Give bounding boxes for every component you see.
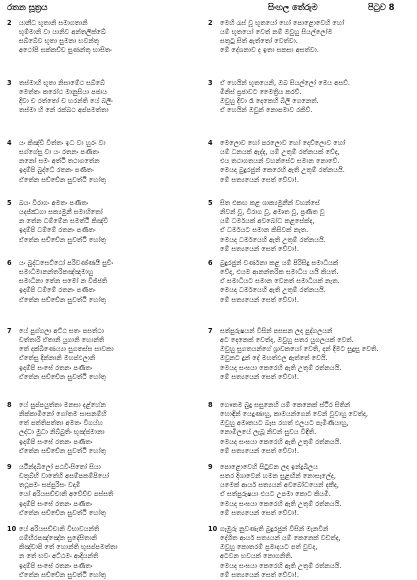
- pali-verse-line: [7, 327, 200, 336]
- sinhala-verse-line: [208, 481, 414, 490]
- verse-text: අථෝපි සක්කච්ච සුණන්තු භාසිතං: [19, 46, 112, 55]
- verse-number: 10: [7, 525, 17, 533]
- verse-text: ඒතේන සච්චේන සුවත්ථි හෝතු: [19, 295, 106, 304]
- sinhala-verse-line: [208, 543, 414, 552]
- sinhala-verse-5: [208, 199, 414, 254]
- sinhala-verse-line: [208, 296, 414, 305]
- pali-verse-9: [7, 463, 200, 518]
- verse-text: දිවා ච රත්තෝ ච හරන්ති යේ බලිං: [19, 97, 113, 106]
- sinhala-verse-line: [208, 438, 414, 447]
- verse-number: 8: [208, 401, 213, 409]
- pali-verse-line: [7, 157, 200, 166]
- verse-text: ඒ ධර්මයට සමාන කිසිවක් නැත.: [220, 226, 309, 235]
- verse-text: මේ සත්‍යයෙන් සෙත් වේවා!.: [220, 508, 299, 517]
- pali-verse-line: [7, 259, 200, 268]
- sinhala-verse-line: [208, 410, 414, 419]
- verse-text: සිත එකඟ කළ ශාක්‍යමුනීන් වහන්සේ: [220, 199, 320, 207]
- verse-text: මේ සත්‍යයෙන් සෙත් වේවා!.: [220, 295, 299, 304]
- verse-text: යම් ධර්මයක් අවබෝධ කළසේක්ද,: [220, 217, 315, 226]
- pali-verse-6: [7, 259, 200, 305]
- verse-number: 9: [208, 463, 213, 471]
- verse-text: හොඳින් යෙදුණාහු, කාමයන්ගෙන් වෙන් වූවාහු වෙත්ද,: [220, 410, 369, 419]
- verse-text: න තේන ධම්මේන සමත්ථි කිඤ්චි: [19, 217, 109, 226]
- pali-verse-line: [7, 79, 200, 88]
- verse-text: තේ පත්තිපත්තා අමතං විගය්හ: [19, 419, 103, 428]
- verse-text: අට දෙනෙක් වෙත්ද, ඔවුහු සතර යුගලයක් වෙත්.: [220, 336, 354, 345]
- pali-verse-line: [7, 268, 200, 277]
- verse-text: මෙලොව හෝ පරලොව හෝ දෙව්ලොව හෝ: [220, 139, 346, 147]
- pali-verse-2: [7, 19, 200, 56]
- pali-verse-line: [7, 46, 200, 55]
- verse-text: චතුබ්භි වාතේහි අසම්පකම්පියෝ: [19, 472, 110, 481]
- sinhala-verse-line: [208, 472, 414, 481]
- verse-text: තථූපමං සප්පුරිසං වදාමි: [19, 481, 81, 490]
- pali-verse-line: [7, 401, 200, 410]
- verse-text: ඔවුහු කොතරම් ප්‍රමාදයට පත් වුවද,: [220, 543, 318, 552]
- verse-number: 3: [7, 79, 12, 87]
- verse-text: ඒතේන සච්චේන සුවත්ථි හෝතු: [19, 570, 106, 579]
- pali-verse-line: [7, 88, 200, 97]
- verse-text: යේ අරියසච්චානි විභාවයන්ති: [19, 525, 100, 533]
- pali-verse-line: [7, 345, 200, 354]
- verse-text: ඉදම්පි ධම්මේ රතනං පණීතං: [19, 226, 96, 235]
- pali-verse-line: [7, 139, 200, 148]
- verse-text: යථින්දඛීලෝ පඨවිංසිතෝ සියා: [19, 463, 101, 471]
- pali-verse-line: [7, 226, 200, 235]
- verse-text: යේ පුග්ගලා අට්ඨ සතං පසත්ථා: [19, 327, 104, 335]
- verse-text: යේ සුප්පයුත්තා මනසා දළ්හේන: [19, 401, 106, 409]
- pali-verse-line: [7, 217, 200, 226]
- verse-number: 7: [208, 327, 213, 335]
- sinhala-verse-line: [208, 447, 414, 456]
- verse-text: ඔවුනට දුන් දේ මහත්ඵල ඇත්තේ වෙයි.: [220, 354, 328, 363]
- verse-text: දේශිත ආර්ය සත්‍යයන් යම් කෙනෙක් වඩත්ද,: [220, 534, 341, 543]
- verse-text: මේ සත්‍යයෙන් සෙත් වේවා!.: [220, 446, 299, 455]
- pali-verse-3: [7, 79, 200, 116]
- verse-text: එය තථාගතයන් වහන්සේට සමාන නොවේ.: [220, 157, 340, 166]
- verse-text: ඒතේන සච්චේන සුවත්ථි හෝතු: [19, 175, 106, 184]
- verse-number: 5: [7, 199, 12, 207]
- verse-text: ඒතේන සච්චේන සුවත්ථි හෝතු: [19, 235, 106, 244]
- verse-text: මෙහි රැස් වූ භූතයෝ හෝ පොළොවෙහි හෝ: [220, 19, 345, 27]
- pali-verse-line: [7, 354, 200, 363]
- pali-verse-line: [7, 562, 200, 571]
- verse-text: මේ සත්‍යයෙන් සෙත් වේවා!.: [220, 372, 299, 381]
- pali-verse-line: [7, 208, 200, 217]
- pali-verse-line: [7, 166, 200, 175]
- sinhala-verse-line: [208, 401, 414, 410]
- verse-text: ඉදම්පි සංඝේ රතනං පණීතං: [19, 561, 93, 570]
- verse-text: යං කිඤ්චි විත්තං ඉධ වා හුරං වා: [19, 139, 106, 147]
- pali-verse-4: [7, 139, 200, 185]
- pali-verse-5: [7, 199, 200, 245]
- sinhala-verse-2: [208, 19, 414, 56]
- verse-text: මෙයද ධර්මයෙහි ඇති උතුම් රත්නයයි.: [220, 235, 326, 244]
- pali-verse-line: [7, 199, 200, 208]
- sinhala-verse-line: [208, 373, 414, 382]
- pali-verse-line: [7, 481, 200, 490]
- verse-text: ඔවුහු සුගතයන්ගේ ශ්‍රාවකයෝ වෙති, දන් දීමට සුදුසු වෙති.: [220, 345, 379, 354]
- sinhala-verse-line: [208, 176, 414, 185]
- verse-text: මෙයද ධර්මයෙහි ඇති උතුම් රත්නයයි.: [220, 286, 326, 295]
- verse-text: බුදුරජුන් වර්ණනා කළ යම් පිරිසිදු සමාධියක්: [220, 259, 339, 267]
- verse-text: ගෞතම බුදු සසුනෙහි යම් කෙනෙක් ස්ථිර සිතින්: [220, 401, 351, 409]
- pali-verse-7: [7, 327, 200, 382]
- verse-text: සමාධිනා තේන සමෝ න විජ්ජති: [19, 277, 108, 286]
- pali-verse-line: [7, 28, 200, 37]
- verse-text: පොළොවෙහි සිටුවන ලද ඉන්ද්‍රඛීලය: [220, 463, 318, 471]
- sinhala-verse-line: [208, 28, 414, 37]
- pali-verse-line: [7, 236, 200, 245]
- verse-text: ඉදම්පි සංඝේ රතනං පණීතං: [19, 499, 93, 508]
- verse-text: ඒතේසු දින්නානි මහප්ඵලානි: [19, 354, 96, 363]
- sinhala-verse-line: [208, 19, 414, 28]
- verse-number: 4: [7, 139, 12, 147]
- verse-text: ඉදම්පි ධම්මේ රතනං පණීතං: [19, 286, 96, 295]
- verse-text: ඉදම්පි සංඝේ රතනං පණීතං: [19, 437, 93, 446]
- verse-text: චත්තාරි ඒතානි යුගානි හොන්ති: [19, 336, 105, 345]
- sinhala-verse-line: [208, 217, 414, 226]
- verse-text: මේ සත්‍යයෙන් සෙත් වේවා!.: [220, 570, 299, 579]
- verse-text: අටවන භවයක් නොගනිති.: [220, 552, 293, 561]
- verse-text: මෙයද බුදුරජුන් කෙරෙහි ඇති උතුම් රත්නයයි.: [220, 166, 345, 175]
- sinhala-verse-8: [208, 401, 414, 456]
- sinhala-verse-line: [208, 46, 414, 55]
- verse-text: මෙයද සංඝයා කෙරෙහි ඇති උතුම් රත්නයයි.: [220, 437, 342, 446]
- verse-number: 2: [7, 19, 12, 27]
- pali-verse-line: [7, 97, 200, 106]
- verse-number: 9: [7, 463, 12, 471]
- pali-verse-line: [7, 447, 200, 456]
- pali-verse-line: [7, 19, 200, 28]
- verse-text: යානීධ භූතානි සමාගතානි: [19, 19, 88, 27]
- left-title: රතන සූත්‍රය: [7, 2, 48, 12]
- pali-verse-line: [7, 552, 200, 561]
- verse-text: නික්කාමිනෝ ගෝතම සාසනම්හි: [19, 410, 107, 419]
- pali-verse-line: [7, 296, 200, 305]
- verse-text: මෙයද සංඝයා කෙරෙහි ඇති උතුම් රත්නයයි.: [220, 499, 342, 508]
- sinhala-verse-line: [208, 463, 414, 472]
- verse-text: කිඤ්චාපි තේ හොන්ති භුසප්පමත්තා: [19, 543, 118, 552]
- verse-text: ඒතේන සච්චේන සුවත්ථි හෝතු: [19, 446, 106, 455]
- sinhala-verse-line: [208, 166, 414, 175]
- sinhala-verse-line: [208, 364, 414, 373]
- verse-text: මෙත්තං කරෝථ මානුසියා පජාය: [19, 88, 108, 97]
- pali-verse-line: [7, 438, 200, 447]
- sinhala-verse-line: [208, 139, 414, 148]
- verse-text: තස්මා හි නේ රක්ඛථ අප්පමත්තා: [19, 106, 109, 115]
- verse-text: යම් භූතයෝ වෙත් නම් ඔවුහු සියල්ලෝම: [220, 28, 333, 37]
- verse-number: 10: [208, 525, 218, 533]
- sinhala-verse-line: [208, 345, 414, 354]
- verse-text: යං බුද්ධසෙට්ඨෝ පරිවණ්ණයී සුචිං: [19, 259, 114, 267]
- pali-verse-line: [7, 571, 200, 580]
- verse-text: මෙයද සංඝයා කෙරෙහි ඇති උතුම් රත්නයයි.: [220, 363, 342, 372]
- verse-text: මේ සත්‍යයෙන් සෙත් වේවා!.: [220, 175, 299, 184]
- sinhala-verse-line: [208, 157, 414, 166]
- sinhala-verse-line: [208, 199, 414, 208]
- sinhala-verse-line: [208, 327, 414, 336]
- sinhala-verse-line: [208, 354, 414, 363]
- verse-number: 2: [208, 19, 213, 27]
- verse-text: භුම්මානි වා යානිව අන්තලික්ඛේ: [19, 28, 106, 37]
- sinhala-verse-line: [208, 88, 414, 97]
- verse-text: සතර දිශාවෙන් හමන සුළඟින් නොසැලේද,: [220, 472, 336, 481]
- verse-text: තස්මාහි භූතා නිසාමේථ සබ්බේ: [19, 79, 105, 87]
- sinhala-verse-4: [208, 139, 414, 185]
- sinhala-verse-line: [208, 525, 414, 534]
- verse-text: ඛයං විරාගං අමතං පණීතං: [19, 199, 89, 207]
- sinhala-verse-line: [208, 534, 414, 543]
- pali-verse-line: [7, 148, 200, 157]
- pali-verse-line: [7, 336, 200, 345]
- pali-verse-line: [7, 410, 200, 419]
- pali-verse-line: [7, 509, 200, 518]
- sinhala-verse-line: [208, 245, 414, 254]
- verse-text: සබ්බේව භූතා සුමනා භවන්තු: [19, 37, 100, 46]
- verse-text: මිනිස් ප්‍රජාවට මෛත්‍රිය කරව්.: [220, 88, 302, 97]
- pali-verse-line: [7, 428, 200, 437]
- pali-verse-line: [7, 534, 200, 543]
- verse-text: යෝ අරියසච්චානි අවේච්ච පස්සති: [19, 490, 114, 499]
- sinhala-verse-line: [208, 419, 414, 428]
- sinhala-verse-line: [208, 106, 414, 115]
- verse-text: ඒ සමාධියට සමාන වෙනත් සමාධියක් නැත.: [220, 277, 340, 286]
- sinhala-verse-line: [208, 509, 414, 518]
- pali-verse-line: [7, 364, 200, 373]
- verse-text: මේ දේශනාව ද ඉතා සකසා අසත්වා.: [220, 46, 319, 55]
- verse-text: මෙයද සංඝයා කෙරෙහි ඇති උතුම් රත්නයයි.: [220, 561, 342, 570]
- verse-number: 4: [208, 139, 213, 147]
- sinhala-verse-line: [208, 552, 414, 561]
- verse-text: වේද, එයම ආනන්තරික සමාධිය යයි කියත්.: [220, 268, 339, 277]
- verse-text: සතුටු සිත් ඇත්තෝ වෙත්වා.: [220, 37, 298, 46]
- verse-text: ගැඹුරු නුවණැති බුදුරජුන් විසින් මැනවින්: [220, 525, 329, 533]
- sinhala-verse-line: [208, 148, 414, 157]
- verse-number: 3: [208, 79, 213, 87]
- verse-text: ඒ සත්පුරුෂයා එයට උපමා කොට කියමි.: [220, 490, 331, 499]
- verse-text: ඔවුහු දිවා රෑ දෙකෙහි බිලි ගෙනෙත්.: [220, 97, 319, 106]
- verse-text: ලද්ධා මුධා නිබ්බුතිං භුඤ්ජමානා: [19, 428, 105, 437]
- pali-verse-line: [7, 525, 200, 534]
- pali-verse-line: [7, 543, 200, 552]
- pali-verse-line: [7, 373, 200, 382]
- verse-text: ඒ හෙයින් භූතයෙනි, ඔබ සියල්ලෝ මෙය අසව්.: [220, 79, 350, 87]
- sinhala-verse-line: [208, 277, 414, 286]
- pali-verse-line: [7, 490, 200, 499]
- verse-text: සග්ගේසු වා යං රතනං පණීතං: [19, 148, 100, 157]
- verse-number: 8: [7, 401, 12, 409]
- verse-text: ඒ හෙයින් ඔවුන් නොපමාව රකිව්.: [220, 106, 313, 115]
- verse-text: ඒතේන සච්චේන සුවත්ථි හෝතු: [19, 372, 106, 381]
- sinhala-verse-line: [208, 286, 414, 295]
- verse-text: නනෝ සමං අත්ථි තථාගතේන: [19, 157, 100, 166]
- sinhala-verse-6: [208, 259, 414, 305]
- pali-verse-line: [7, 286, 200, 295]
- verse-text: තේ දක්ඛිණෙය්‍යා සුගතස්ස සාවකා: [19, 345, 114, 354]
- pali-verse-8: [7, 401, 200, 456]
- sinhala-verse-line: [208, 562, 414, 571]
- sinhala-verse-line: [208, 37, 414, 46]
- sinhala-verse-line: [208, 336, 414, 345]
- sinhala-verse-line: [208, 428, 414, 437]
- verse-text: ඉදම්පි බුද්ධේ රතනං පණීතං: [19, 166, 94, 175]
- verse-text: සත්පුරුෂයන් විසින් පසසන ලද පුද්ගලයන්: [220, 327, 333, 335]
- pali-verse-line: [7, 472, 200, 481]
- pali-verse-line: [7, 463, 200, 472]
- sinhala-verse-line: [208, 79, 414, 88]
- verse-text: න තේ භවං අට්ඨමං ආදියන්ති: [19, 552, 99, 561]
- pali-verse-10: [7, 525, 200, 580]
- verse-text: ඔවුහු අමෘතයට බැස රහත් ඵලයට පැමිණියාහු,: [220, 419, 349, 428]
- sinhala-verse-line: [208, 490, 414, 499]
- verse-number: 5: [208, 199, 213, 207]
- verse-text: ඒතේන සච්චේන සුවත්ථි හෝතු: [19, 508, 106, 517]
- pali-verse-line: [7, 176, 200, 185]
- verse-text: යදජ්ඣගා සක්‍යමුනී සමාහිතෝ: [19, 208, 103, 217]
- verse-text: යම් ධනයක් ඇද්ද, යම් උතුම් රත්නයක් වේද,: [220, 148, 340, 157]
- verse-number: 6: [7, 259, 12, 267]
- pali-verse-line: [7, 37, 200, 46]
- pali-verse-line: [7, 277, 200, 286]
- verse-text: ගම්භීරපඤ්ඤේන සුදේසිතානි: [19, 534, 98, 543]
- sinhala-verse-3: [208, 79, 414, 116]
- page-label: පිටුව 8: [368, 2, 395, 12]
- verse-text: නිවන් වූ, විරාග වූ, අමෘත වූ, ප්‍රණීත වූ: [220, 208, 325, 217]
- verse-number: 7: [7, 327, 12, 335]
- center-title: සිංහල තේරුම: [268, 2, 318, 12]
- sinhala-verse-line: [208, 571, 414, 580]
- pali-verse-line: [7, 500, 200, 509]
- verse-text: සමාධිමානන්තරිකඤ්ඤමාහු: [19, 268, 94, 277]
- verse-text: නොමිලයේ ලැබූ නිවන් සුවය විඳිති.: [220, 428, 317, 437]
- sinhala-verse-9: [208, 463, 414, 518]
- sinhala-verse-line: [208, 208, 414, 217]
- sinhala-verse-line: [208, 268, 414, 277]
- sinhala-verse-10: [208, 525, 414, 580]
- verse-text: යමෙක් ආර්ය සත්‍යයන් අවබෝධයෙන් දකීද,: [220, 481, 339, 490]
- sinhala-verse-line: [208, 97, 414, 106]
- sinhala-verse-line: [208, 259, 414, 268]
- pali-verse-line: [7, 419, 200, 428]
- pali-verse-line: [7, 106, 200, 115]
- sinhala-verse-line: [208, 226, 414, 235]
- verse-number: 6: [208, 259, 213, 267]
- sinhala-verse-line: [208, 236, 414, 245]
- sinhala-verse-line: [208, 500, 414, 509]
- sinhala-verse-7: [208, 327, 414, 382]
- verse-text: ඉදම්පි සංඝේ රතනං පණීතං: [19, 363, 93, 372]
- verse-text: මේ සත්‍යයෙන් සෙත් වේවා!.: [220, 244, 299, 253]
